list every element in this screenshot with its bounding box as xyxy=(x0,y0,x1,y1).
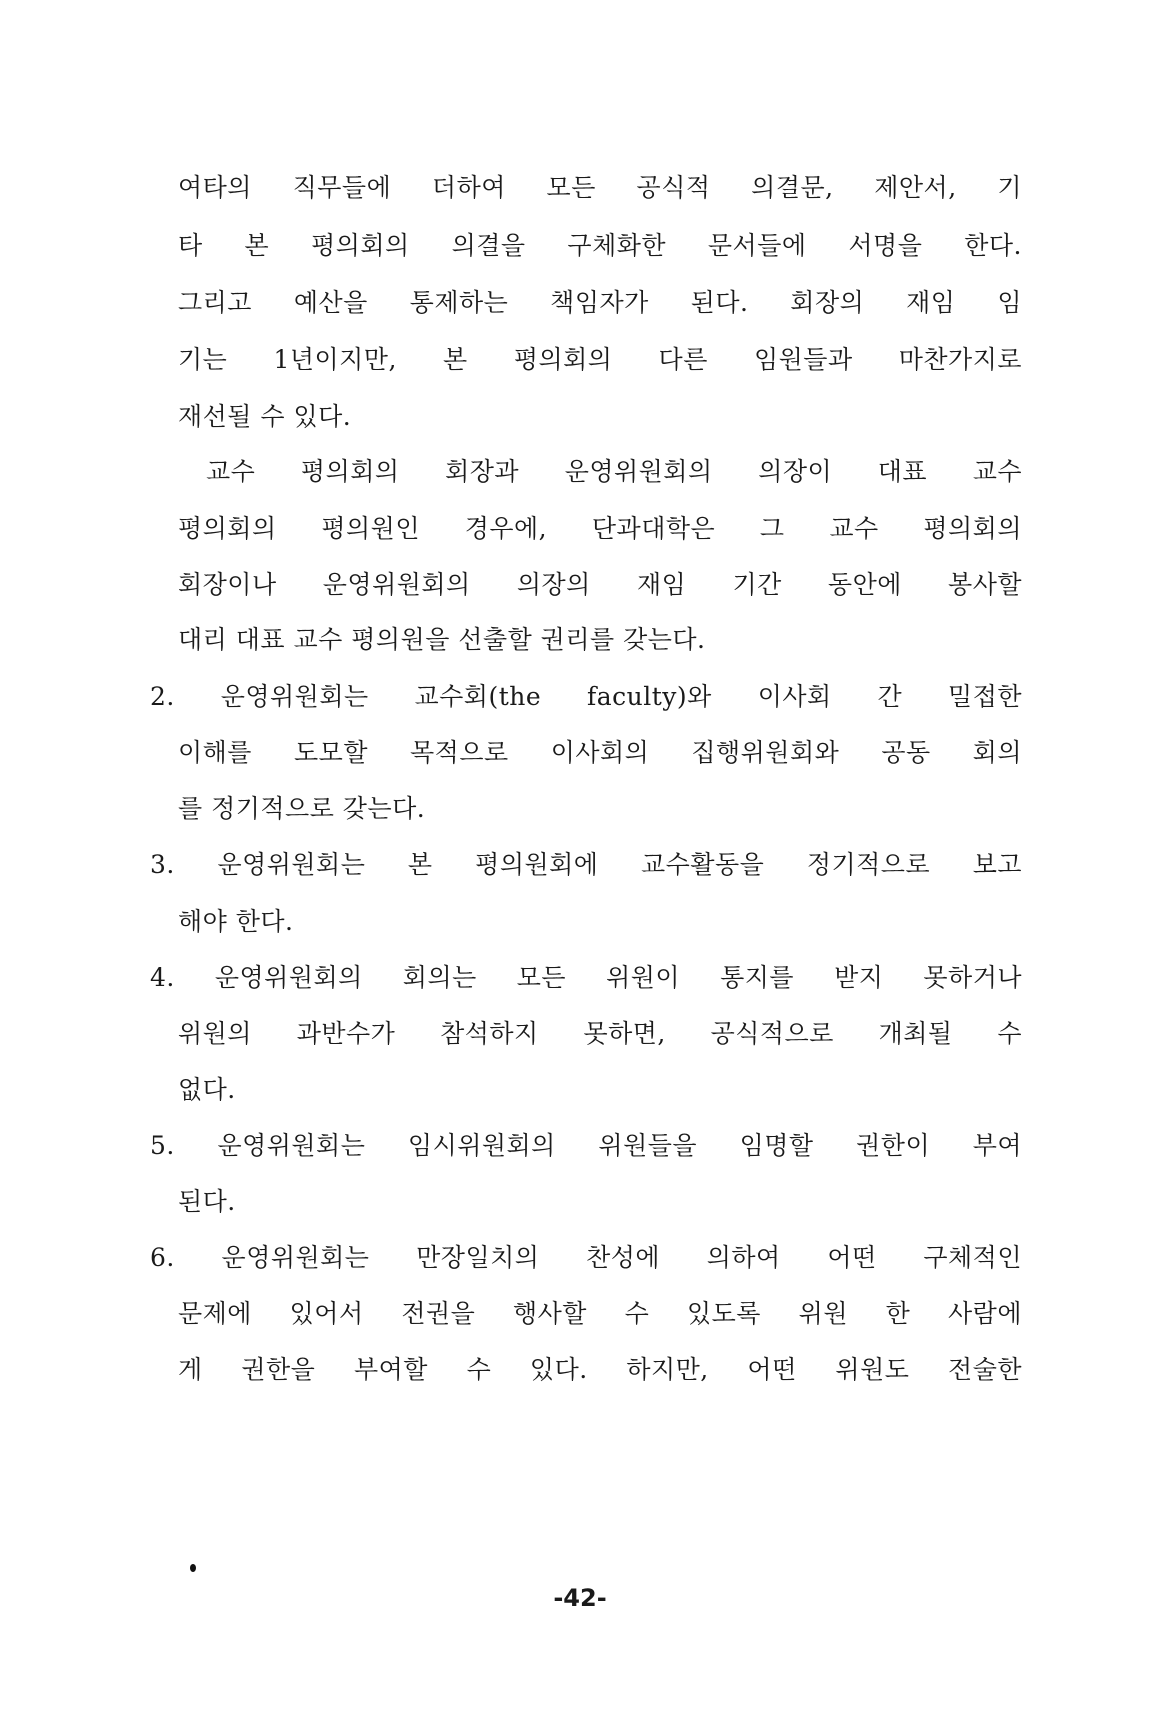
text-line: 게 권한을 부여할 수 있다. 하지만, 어떤 위원도 전술한 xyxy=(178,1355,1022,1384)
numbered-item-4: 4. 운영위원회의 회의는 모든 위원이 통지를 받지 못하거나 xyxy=(150,963,1022,992)
text-line: 없다. xyxy=(178,1075,236,1104)
text-line: 여타의 직무들에 더하여 모든 공식적 의결문, 제안서, 기 xyxy=(178,173,1022,202)
text-line: 된다. xyxy=(178,1187,236,1216)
numbered-item-3: 3. 운영위원회는 본 평의원회에 교수활동을 정기적으로 보고 xyxy=(150,850,1022,879)
paragraph-first-line: 교수 평의회의 회장과 운영위원회의 의장이 대표 교수 xyxy=(206,457,1022,486)
text-line: 재선될 수 있다. xyxy=(178,402,352,431)
numbered-item-2: 2. 운영위원회는 교수회(the faculty)와 이사회 간 밀접한 xyxy=(150,682,1022,711)
scan-speck xyxy=(190,1564,196,1572)
text-line: 그리고 예산을 통제하는 책임자가 된다. 회장의 재임 임 xyxy=(178,288,1022,317)
text-line: 평의회의 평의원인 경우에, 단과대학은 그 교수 평의회의 xyxy=(178,514,1022,543)
page-number: -42- xyxy=(553,1584,607,1612)
text-line: 해야 한다. xyxy=(178,907,294,936)
text-line: 기는 1년이지만, 본 평의회의 다른 임원들과 마찬가지로 xyxy=(178,345,1022,374)
text-line: 문제에 있어서 전권을 행사할 수 있도록 위원 한 사람에 xyxy=(178,1299,1022,1328)
text-line: 이해를 도모할 목적으로 이사회의 집행위원회와 공동 회의 xyxy=(178,738,1022,767)
numbered-item-6: 6. 운영위원회는 만장일치의 찬성에 의하여 어떤 구체적인 xyxy=(150,1243,1022,1272)
text-line: 타 본 평의회의 의결을 구체화한 문서들에 서명을 한다. xyxy=(178,231,1022,260)
text-line: 회장이나 운영위원회의 의장의 재임 기간 동안에 봉사할 xyxy=(178,570,1022,599)
text-line: 위원의 과반수가 참석하지 못하면, 공식적으로 개최될 수 xyxy=(178,1019,1022,1048)
numbered-item-5: 5. 운영위원회는 임시위원회의 위원들을 임명할 권한이 부여 xyxy=(150,1131,1022,1160)
text-line: 를 정기적으로 갖는다. xyxy=(178,794,426,823)
text-line: 대리 대표 교수 평의원을 선출할 권리를 갖는다. xyxy=(178,625,706,654)
